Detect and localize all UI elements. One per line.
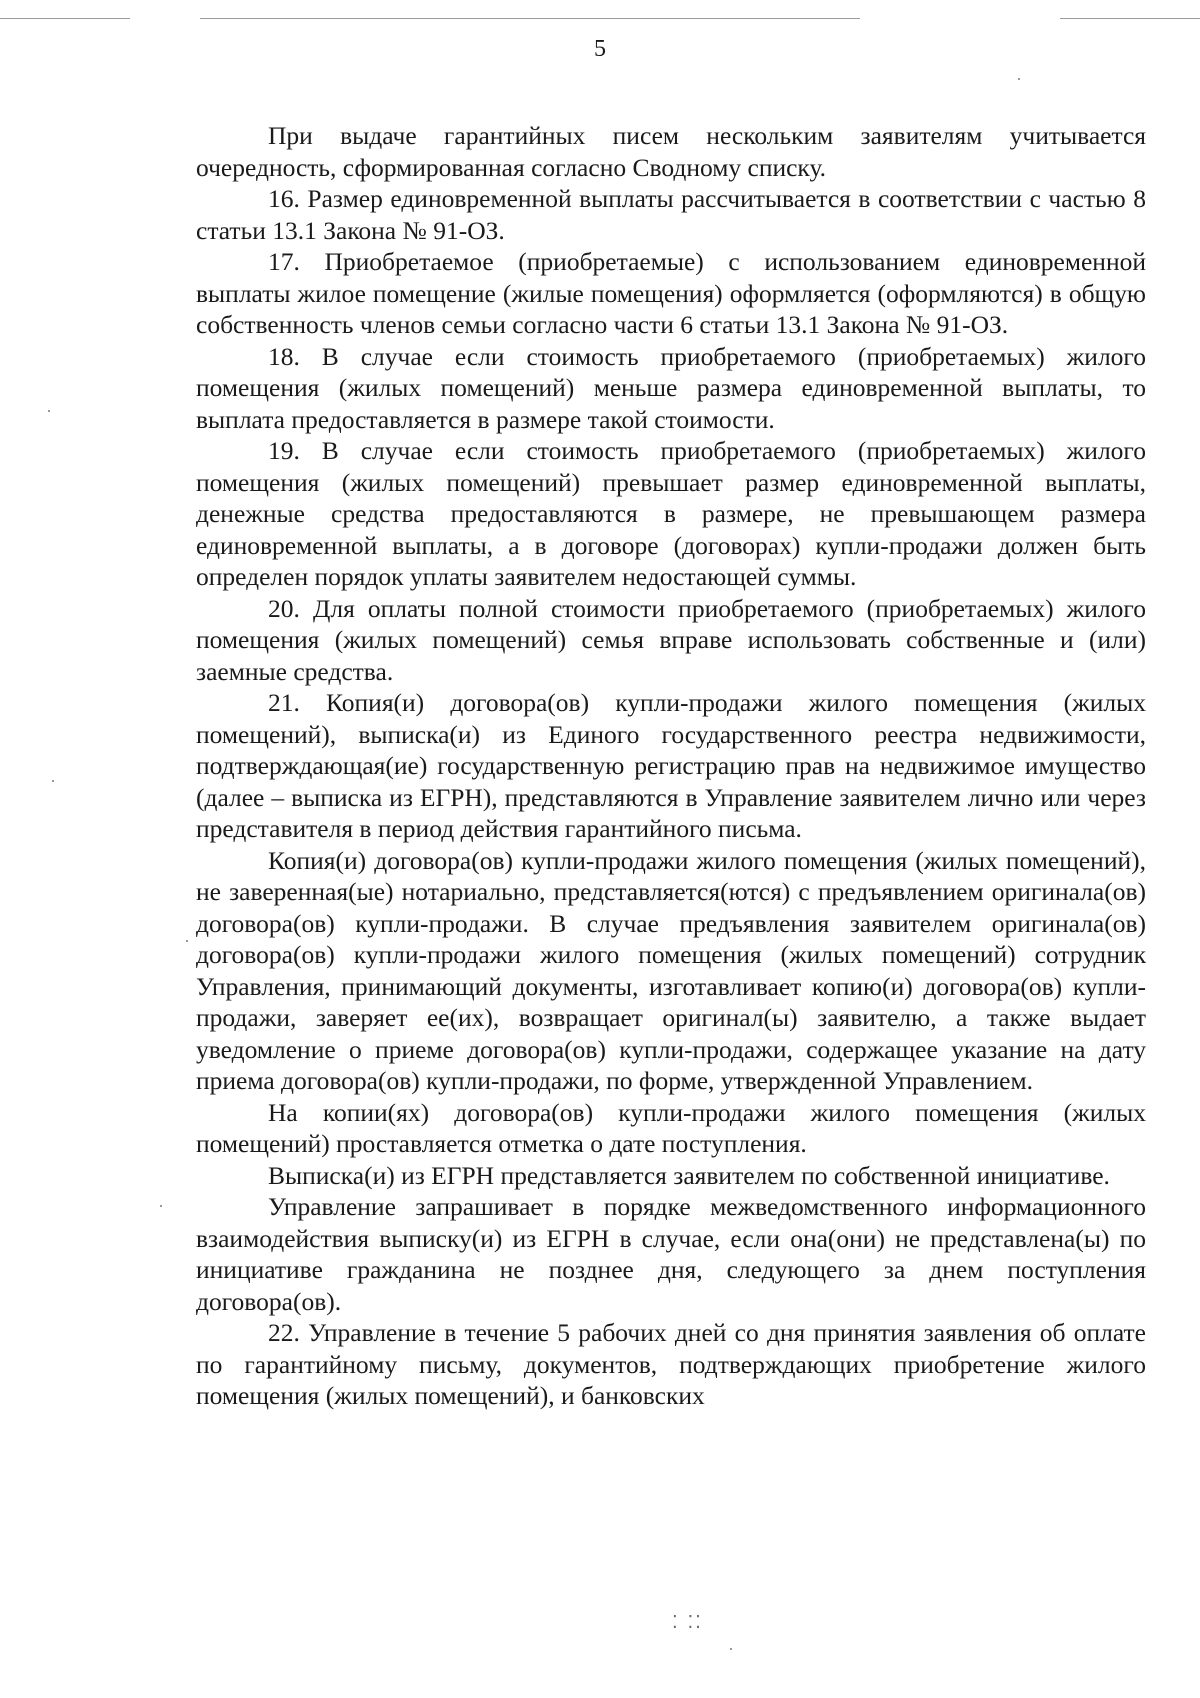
document-body	[196, 120, 1146, 1412]
paragraph-21: 21. Копия(и) договора(ов) купли-продажи жилого помещения (жилых помещений), выписка(и) из Единого государственного реестра недвижимости, подтверждающая(ие) государственную регистрацию прав на недвижимое имущество (далее – выписка из ЕГРН), представляются в Управление заявителем лично или через представителя в период действия гарантийного письма.	[196, 688, 1146, 843]
paragraph-21-request: Управление запрашивает в порядке межведомственного информационного взаимодействия выписку(и) из ЕГРН в случае, если она(они) не представлена(ы) по инициативе гражданина не позднее дня, следующего за днем поступления договора(ов).	[196, 1192, 1146, 1316]
scan-speck	[48, 410, 50, 412]
scan-speck	[160, 1205, 162, 1207]
scan-edge-line	[200, 18, 860, 19]
paragraph-20: 20. Для оплаты полной стоимости приобретаемого (приобретаемых) жилого помещения (жилых помещений) семья вправе использовать собственные и (или) заемные средства.	[196, 593, 1146, 686]
paragraph-18: 18. В случае если стоимость приобретаемого (приобретаемых) жилого помещения (жилых помещений) меньше размера единовременной выплаты, то выплата предоставляется в размере такой стоимости.	[196, 341, 1146, 434]
page-number: 5	[594, 36, 606, 62]
scan-smudge: ⁚ ⁚⁚	[672, 1612, 703, 1633]
scan-speck	[186, 940, 188, 942]
paragraph-17: 17. Приобретаемое (приобретаемые) с использованием единовременной выплаты жилое помещение (жилые помещения) оформляется (оформляются) в общую собственность членов семьи согласно части 6 статьи 13.1 Закона № 91-ОЗ.	[196, 247, 1146, 339]
paragraph-22: 22. Управление в течение 5 рабочих дней со дня принятия заявления об оплате по гарантийному письму, документов, подтверждающих приобретение жилого помещения (жилых помещений), и банковских	[196, 1318, 1146, 1410]
scan-edge-line	[0, 18, 130, 19]
scan-speck	[52, 780, 54, 782]
paragraph-19: 19. В случае если стоимость приобретаемого (приобретаемых) жилого помещения (жилых помещений) превышает размер единовременной выплаты, денежные средства предоставляются в размере, не превышающем размера единовременной выплаты, а в договоре (договорах) купли-продажи должен быть определен порядок уплаты заявителем недостающей суммы.	[196, 436, 1146, 591]
scan-edge-line	[1060, 18, 1200, 19]
scan-speck	[1018, 78, 1020, 80]
paragraph-21-egrn: Выписка(и) из ЕГРН представляется заявителем по собственной инициативе.	[268, 1160, 1110, 1190]
paragraph-16: 16. Размер единовременной выплаты рассчитывается в соответствии с частью 8 статьи 13.1 Закона № 91-ОЗ.	[196, 184, 1146, 245]
scan-speck	[730, 1648, 732, 1650]
paragraph-21-copies: Копия(и) договора(ов) купли-продажи жилого помещения (жилых помещений), не заверенная(ые) нотариально, представляется(ются) с предъявлением оригинала(ов) договора(ов) купли-продажи. В случае предъявления заявителем оригинала(ов) договора(ов) купли-продажи жилого помещения (жилых помещений) сотрудник Управления, принимающий документы, изготавливает копию(и) договора(ов) купли-продажи, заверяет ее(их), возвращает оригинал(ы) заявителю, а также выдает уведомление о приеме договора(ов) купли-продажи, содержащее указание на дату приема договора(ов) купли-продажи, по форме, утвержденной Управлением.	[196, 845, 1146, 1095]
paragraph-21-mark: На копии(ях) договора(ов) купли-продажи жилого помещения (жилых помещений) проставляется отметка о дате поступления.	[196, 1097, 1146, 1158]
paragraph-1: При выдаче гарантийных писем нескольким заявителям учитывается очередность, сформированная согласно Сводному списку.	[196, 121, 1146, 182]
